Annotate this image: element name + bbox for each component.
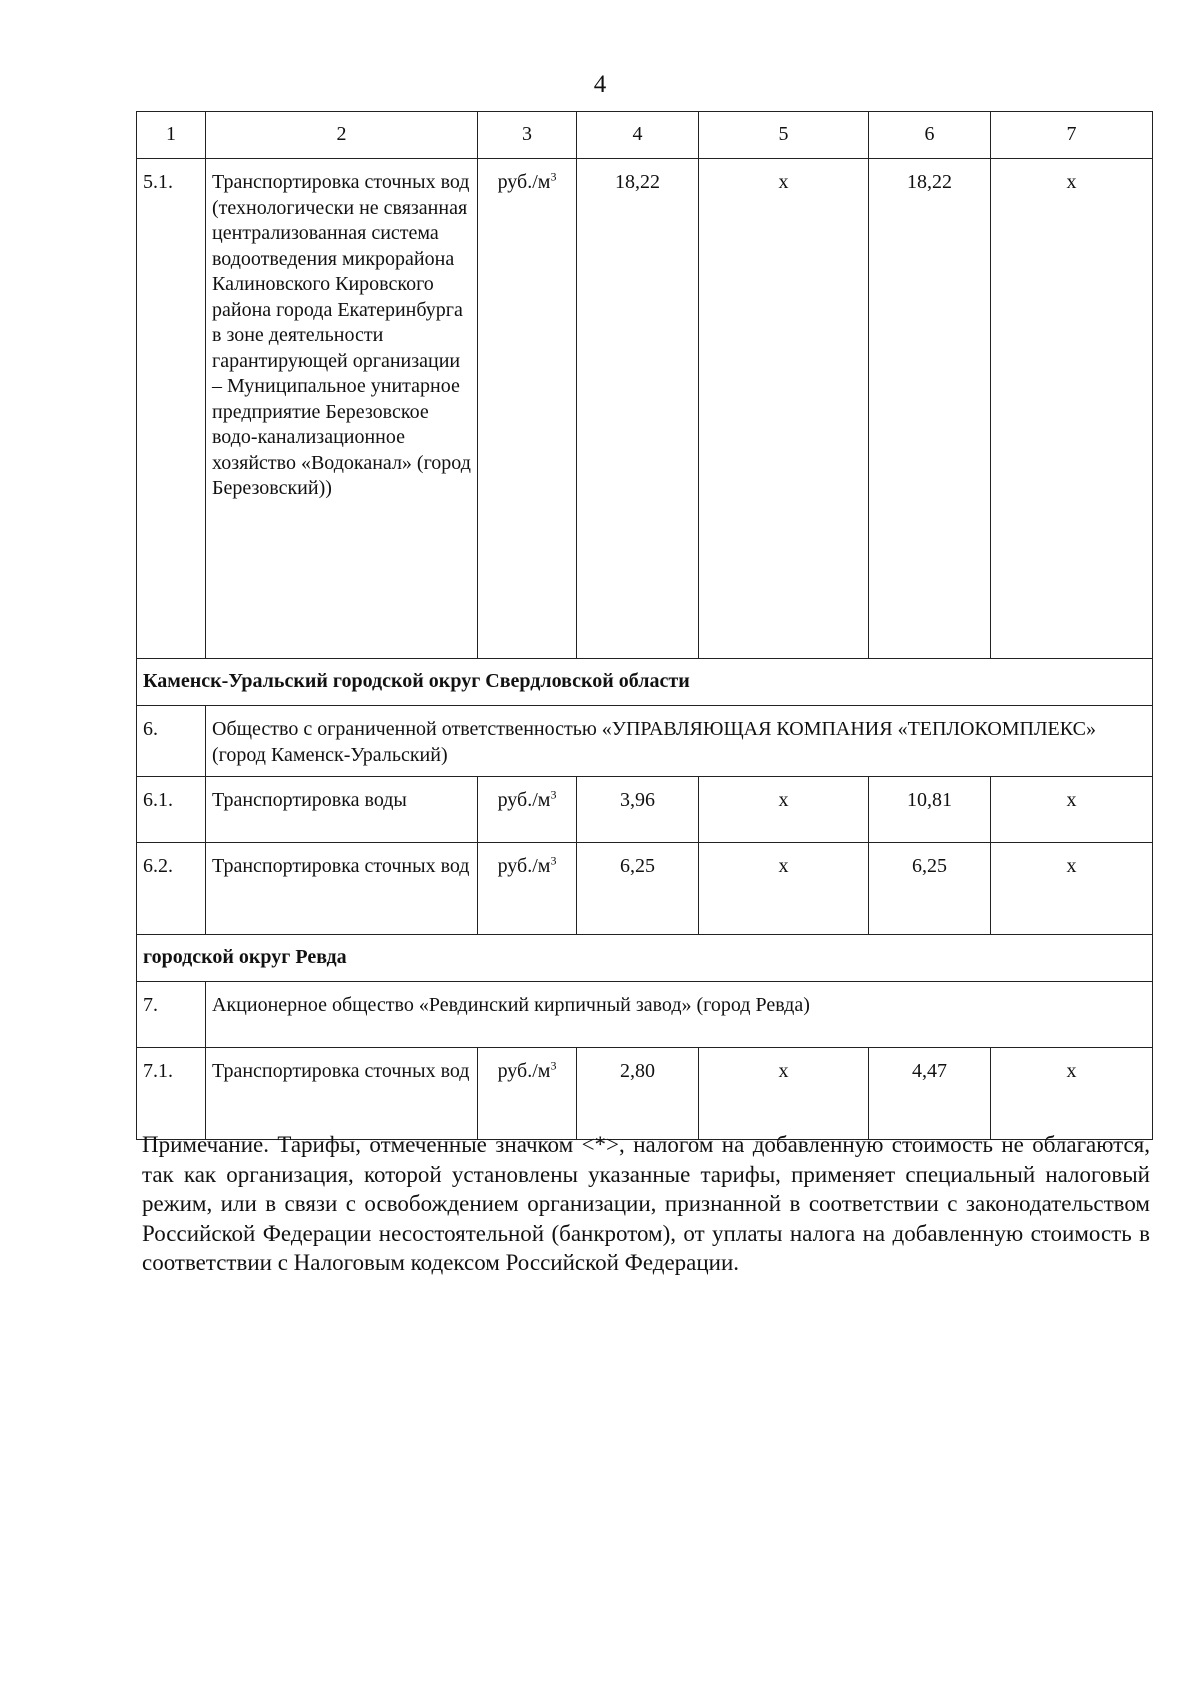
value-cell: х (991, 159, 1153, 659)
unit-text: руб./м (497, 855, 551, 877)
footnote-paragraph: Примечание. Тарифы, отмеченные значком <*>, налогом на добавленную стоимость не облагаются, так как организация, которой установлены указанные тарифы, применяет специальный налоговый режим, или в связи с освобождением организации, признанной в соответствии с законодательством Российской Федерации несостоятельной (банкротом), от уплаты налога на добавленную стоимость в соответствии с Налоговым кодексом Российской Федерации. (142, 1132, 1150, 1275)
unit-superscript: 3 (550, 169, 557, 184)
unit-superscript: 3 (550, 853, 557, 868)
row-number: 5.1. (137, 159, 206, 659)
unit-cell (478, 159, 577, 659)
value-cell: 6,25 (577, 843, 699, 935)
row-number: 6.1. (137, 777, 206, 843)
section-row (137, 935, 1153, 982)
table-header-row (137, 112, 1153, 159)
header-cell: 1 (137, 112, 206, 159)
value-cell: 18,22 (869, 159, 991, 659)
service-name: Транспортировка воды (206, 777, 478, 843)
value-cell: 3,96 (577, 777, 699, 843)
header-cell: 5 (699, 112, 869, 159)
value-cell: х (699, 843, 869, 935)
value-cell: х (991, 777, 1153, 843)
row-number: 7. (137, 982, 206, 1048)
header-cell: 3 (478, 112, 577, 159)
unit-cell (478, 777, 577, 843)
table-row (137, 1048, 1153, 1140)
unit-text: руб./м (497, 789, 551, 811)
unit-text: руб./м (497, 1060, 551, 1082)
organization-row (137, 706, 1153, 777)
header-cell: 2 (206, 112, 478, 159)
service-name: Транспортировка сточных вод (206, 1048, 478, 1140)
section-title: Каменск-Уральский городской округ Свердловской области (137, 659, 1153, 706)
unit-cell (478, 843, 577, 935)
value-cell: 18,22 (577, 159, 699, 659)
value-cell: х (699, 777, 869, 843)
organization-name: Общество с ограниченной ответственностью «УПРАВЛЯЮЩАЯ КОМПАНИЯ «ТЕПЛОКОМПЛЕКС» (город Каменск-Уральский) (206, 706, 1153, 777)
page-number (0, 70, 1200, 100)
value-cell: 6,25 (869, 843, 991, 935)
row-number: 6.2. (137, 843, 206, 935)
value-cell: 4,47 (869, 1048, 991, 1140)
unit-superscript: 3 (550, 787, 557, 802)
header-cell: 6 (869, 112, 991, 159)
value-cell: 2,80 (577, 1048, 699, 1140)
section-row (137, 659, 1153, 706)
value-cell: 10,81 (869, 777, 991, 843)
table-row (137, 843, 1153, 935)
organization-name: Акционерное общество «Ревдинский кирпичный завод» (город Ревда) (206, 982, 1153, 1048)
header-cell: 4 (577, 112, 699, 159)
section-title: городской округ Ревда (137, 935, 1153, 982)
organization-row (137, 982, 1153, 1048)
page-number-text: 4 (593, 71, 607, 98)
value-cell: х (991, 843, 1153, 935)
value-cell: х (699, 159, 869, 659)
table-row (137, 777, 1153, 843)
tariff-table (136, 111, 1153, 1140)
unit-superscript: 3 (550, 1058, 557, 1073)
value-cell: х (991, 1048, 1153, 1140)
table-row (137, 159, 1153, 659)
row-number: 6. (137, 706, 206, 777)
service-name: Транспортировка сточных вод (технологически не связанная централизованная система водоотведения микрорайона Калиновского Кировского района города Екатеринбурга в зоне деятельности гарантирующей организации – Муниципальное унитарное предприятие Березовское водо-канализационное хозяйство «Водоканал» (город Березовский)) (206, 159, 478, 659)
service-name: Транспортировка сточных вод (206, 843, 478, 935)
header-cell: 7 (991, 112, 1153, 159)
unit-cell (478, 1048, 577, 1140)
unit-text: руб./м (497, 171, 551, 193)
row-number: 7.1. (137, 1048, 206, 1140)
value-cell: х (699, 1048, 869, 1140)
